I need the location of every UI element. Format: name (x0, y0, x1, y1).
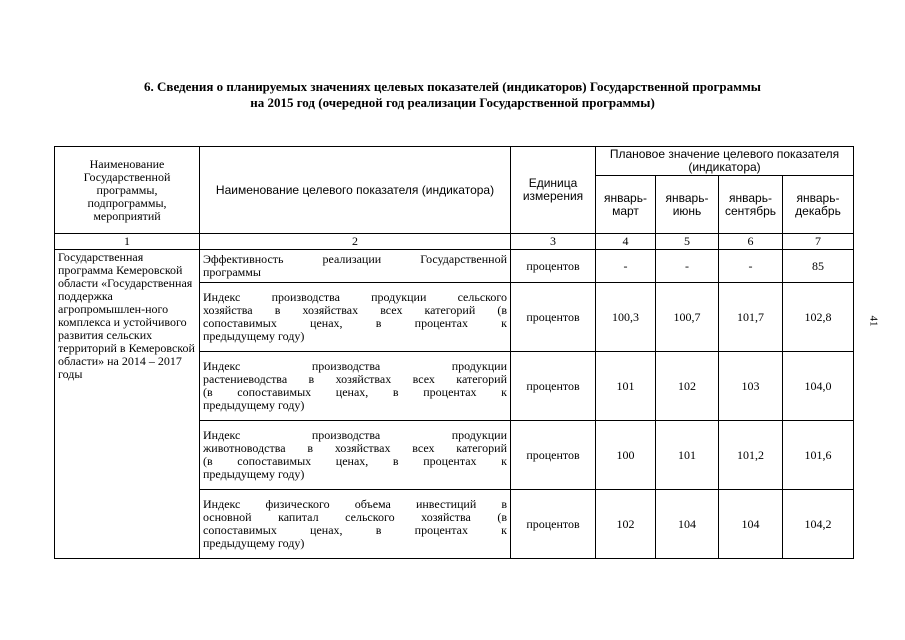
indicator-line: Эффективность реализации Государственной (203, 252, 507, 266)
value-cell: 101,7 (719, 283, 783, 352)
indicator-cell (200, 490, 511, 559)
header-program-name: Наименование Государственной программы, подпрограммы, мероприятий (55, 147, 200, 234)
column-number-2: 2 (200, 234, 511, 250)
header-indicator-name: Наименование целевого показателя (индикатора) (200, 147, 511, 234)
indicator-line: Индекс физического объема инвестиций в (203, 497, 507, 511)
table-row (55, 250, 854, 283)
indicator-line: (в сопоставимых ценах, в процентах к (203, 385, 507, 399)
indicator-line: Индекс производства продукции сельского (203, 290, 507, 304)
value-cell: 85 (783, 250, 854, 283)
column-number-4: 4 (596, 234, 656, 250)
indicator-line: программы (203, 265, 261, 279)
header-period-h1: январь-июнь (656, 176, 719, 234)
indicator-line: Индекс производства продукции (203, 359, 507, 373)
column-number-3: 3 (511, 234, 596, 250)
indicator-line: растениеводства в хозяйствах всех категорий (203, 372, 507, 386)
indicator-line: предыдущему году) (203, 329, 305, 343)
indicator-line: сопоставимых ценах, в процентах к (203, 523, 507, 537)
title-line-2: на 2015 год (очередной год реализации Государственной программы) (250, 95, 655, 110)
value-cell: 103 (719, 352, 783, 421)
value-cell: 102 (656, 352, 719, 421)
value-cell: 102 (596, 490, 656, 559)
header-unit: Единица измерения (511, 147, 596, 234)
value-cell: - (719, 250, 783, 283)
value-cell: 100 (596, 421, 656, 490)
indicators-table (54, 146, 854, 559)
header-period-q1: январь-март (596, 176, 656, 234)
value-cell: 104 (719, 490, 783, 559)
column-number-5: 5 (656, 234, 719, 250)
header-planned-value: Плановое значение целевого показателя (индикатора) (596, 147, 854, 176)
indicator-line: (в сопоставимых ценах, в процентах к (203, 454, 507, 468)
value-cell: 104 (656, 490, 719, 559)
indicator-line: предыдущему году) (203, 536, 305, 550)
indicator-cell (200, 352, 511, 421)
header-period-year: январь-декабрь (783, 176, 854, 234)
value-cell: 101 (656, 421, 719, 490)
value-cell: 104,0 (783, 352, 854, 421)
value-cell: 102,8 (783, 283, 854, 352)
indicator-line: предыдущему году) (203, 467, 305, 481)
indicator-line: предыдущему году) (203, 398, 305, 412)
unit-cell: процентов (511, 283, 596, 352)
document-title (60, 79, 845, 111)
unit-cell: процентов (511, 490, 596, 559)
indicator-line: основной капитал сельского хозяйства (в (203, 510, 507, 524)
value-cell: 101,6 (783, 421, 854, 490)
program-name-cell: Государственная программа Кемеровской области «Государственная поддержка агропромышлен-ного комплекса и устойчивого развития сельских территорий в Кемеровской области» на 2014 – 2017 годы (55, 250, 200, 559)
indicator-line: Индекс производства продукции (203, 428, 507, 442)
value-cell: 101 (596, 352, 656, 421)
value-cell: - (656, 250, 719, 283)
unit-cell: процентов (511, 352, 596, 421)
indicator-line: животноводства в хозяйствах всех категорий (203, 441, 507, 455)
page-number: 41 (867, 315, 880, 327)
indicator-cell (200, 250, 511, 283)
value-cell: 100,7 (656, 283, 719, 352)
unit-cell: процентов (511, 250, 596, 283)
indicator-cell (200, 283, 511, 352)
value-cell: - (596, 250, 656, 283)
value-cell: 100,3 (596, 283, 656, 352)
column-number-6: 6 (719, 234, 783, 250)
title-line-1: 6. Сведения о планируемых значениях целевых показателей (индикаторов) Государственной программы (144, 79, 761, 94)
indicator-cell (200, 421, 511, 490)
value-cell: 101,2 (719, 421, 783, 490)
unit-cell: процентов (511, 421, 596, 490)
indicator-line: хозяйства в хозяйствах всех категорий (в (203, 303, 507, 317)
indicator-line: сопоставимых ценах, в процентах к (203, 316, 507, 330)
column-number-7: 7 (783, 234, 854, 250)
value-cell: 104,2 (783, 490, 854, 559)
column-number-1: 1 (55, 234, 200, 250)
header-period-9m: январь-сентябрь (719, 176, 783, 234)
